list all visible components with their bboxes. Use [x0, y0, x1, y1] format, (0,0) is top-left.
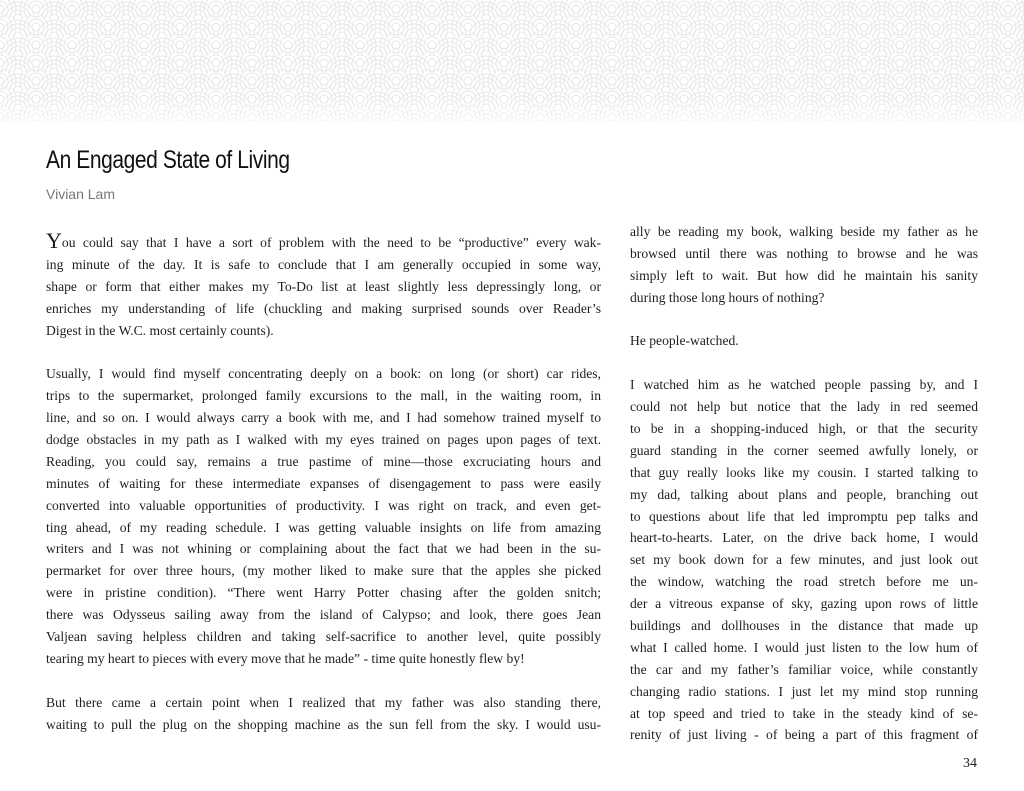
text-line: He people-watched.: [630, 333, 739, 349]
text-line: there was Odysseus sailing away from the island of Calypso; and look, there goes Jean: [46, 607, 601, 623]
paragraph-gap: [630, 352, 978, 374]
text-line: browsed until there was nothing to browse and he was: [630, 245, 978, 261]
text-line: line, and so on. I would always carry a book with me, and I had somehow trained myself to: [46, 410, 601, 426]
article-author: Vivian Lam: [46, 186, 116, 202]
text-line: changing radio stations. I just let my mind stop running: [630, 683, 978, 699]
text-line: shape or form that either makes my To-Do list at least slightly less depressingly long, or: [46, 278, 601, 294]
text-line: heart-to-hearts. Later, on the drive back home, I would: [630, 530, 978, 546]
text-line: buildings and dollhouses in the distance that made up: [630, 618, 978, 634]
text-line: to questions about life that led impromptu pep talks and: [630, 508, 978, 524]
paragraph-gap: [46, 670, 601, 692]
text-line: my dad, talking about plans and people, branching out: [630, 486, 978, 502]
paragraph-productivity: [46, 228, 601, 341]
text-line: what I called home. I would just listen to the low hum of: [630, 639, 978, 655]
text-line: the window, watching the road stretch before me un-: [630, 574, 978, 590]
page-number: 34: [963, 756, 977, 771]
text-line: der a vitreous expanse of sky, gazing upon rows of little: [630, 596, 978, 612]
text-line: renity of just living - of being a part of this fragment of: [630, 727, 978, 743]
text-line: enriches my understanding of life (chuckling and making surprised sounds over Reader’s: [46, 300, 601, 316]
drop-cap: Y: [46, 228, 62, 253]
left-text-column: [46, 228, 601, 735]
text-line: Valjean saving helpless children and taking self-sacrifice to another level, quite possibly: [46, 629, 601, 645]
text-line: tearing my heart to pieces with every move that he made” - time quite honestly flew by!: [46, 650, 525, 666]
text-line: to be in a shopping-induced high, or that the security: [630, 421, 978, 437]
paragraph-gap: [46, 341, 601, 363]
text-line: minutes of waiting for these intermediate expanses of disengagement to pass were easily: [46, 475, 601, 491]
article-title: An Engaged State of Living: [46, 146, 290, 174]
seigaiha-wave-pattern: [0, 0, 1024, 122]
text-line: at top speed and tried to take in the steady kind of se-: [630, 705, 978, 721]
paragraph-people-watched: [630, 330, 978, 352]
text-line: You could say that I have a sort of problem with the need to be “productive” every wak-: [46, 228, 601, 253]
paragraph-gap: [630, 309, 978, 331]
text-line: the car and my father’s familiar voice, while constantly: [630, 661, 978, 677]
text-line: Reading, you could say, remains a true pastime of mine—those excruciating hours and: [46, 453, 601, 469]
text-line: Digest in the W.C. most certainly counts).: [46, 322, 274, 338]
text-line: simply left to wait. But how did he maintain his sanity: [630, 267, 978, 283]
text-line: waiting to pull the plug on the shopping machine as the sun fell from the sky. I would usu-: [46, 716, 601, 732]
text-line: I watched him as he watched people passing by, and I: [630, 377, 978, 393]
text-line: were in pristine condition). “There went Harry Potter chasing after the golden snitch;: [46, 585, 601, 601]
paragraph-watching: [630, 374, 978, 746]
text-line: guard standing in the corner seemed awfully lonely, or: [630, 442, 978, 458]
paragraph-continuation: [630, 221, 978, 309]
text-line: could not help but notice that the lady in red seemed: [630, 399, 978, 415]
text-line: Usually, I would find myself concentrating deeply on a book: on long (or short) car rides,: [46, 366, 601, 382]
text-line: set my book down for a few minutes, and just look out: [630, 552, 978, 568]
text-line: ting ahead, of my reading schedule. I was getting valuable insights on life from amazing: [46, 519, 601, 535]
text-line: converted into valuable opportunities of productivity. I was right on track, and even get-: [46, 497, 601, 513]
text-line: permarket for over three hours, (my mother liked to make sure that the apples she picked: [46, 563, 601, 579]
text-line: ally be reading my book, walking beside my father as he: [630, 224, 978, 239]
text-line: But there came a certain point when I realized that my father was also standing there,: [46, 694, 601, 710]
text-line: during those long hours of nothing?: [630, 289, 825, 305]
decorative-wave-banner: [0, 0, 1024, 122]
right-text-column: [630, 221, 978, 746]
text-line: that guy really looks like my cousin. I started talking to: [630, 464, 978, 480]
text-line: writers and I was not whining or complaining about the fact that we had been in the su-: [46, 541, 601, 557]
text-line: dodge obstacles in my path as I walked with my eyes trained on pages upon pages of text.: [46, 432, 601, 448]
text-line: ing minute of the day. It is safe to conclude that I am generally occupied in some way,: [46, 256, 601, 272]
paragraph-father: [46, 692, 601, 736]
text-line: trips to the supermarket, prolonged family excursions to the mall, in the waiting room, in: [46, 388, 601, 404]
paragraph-reading: [46, 363, 601, 669]
